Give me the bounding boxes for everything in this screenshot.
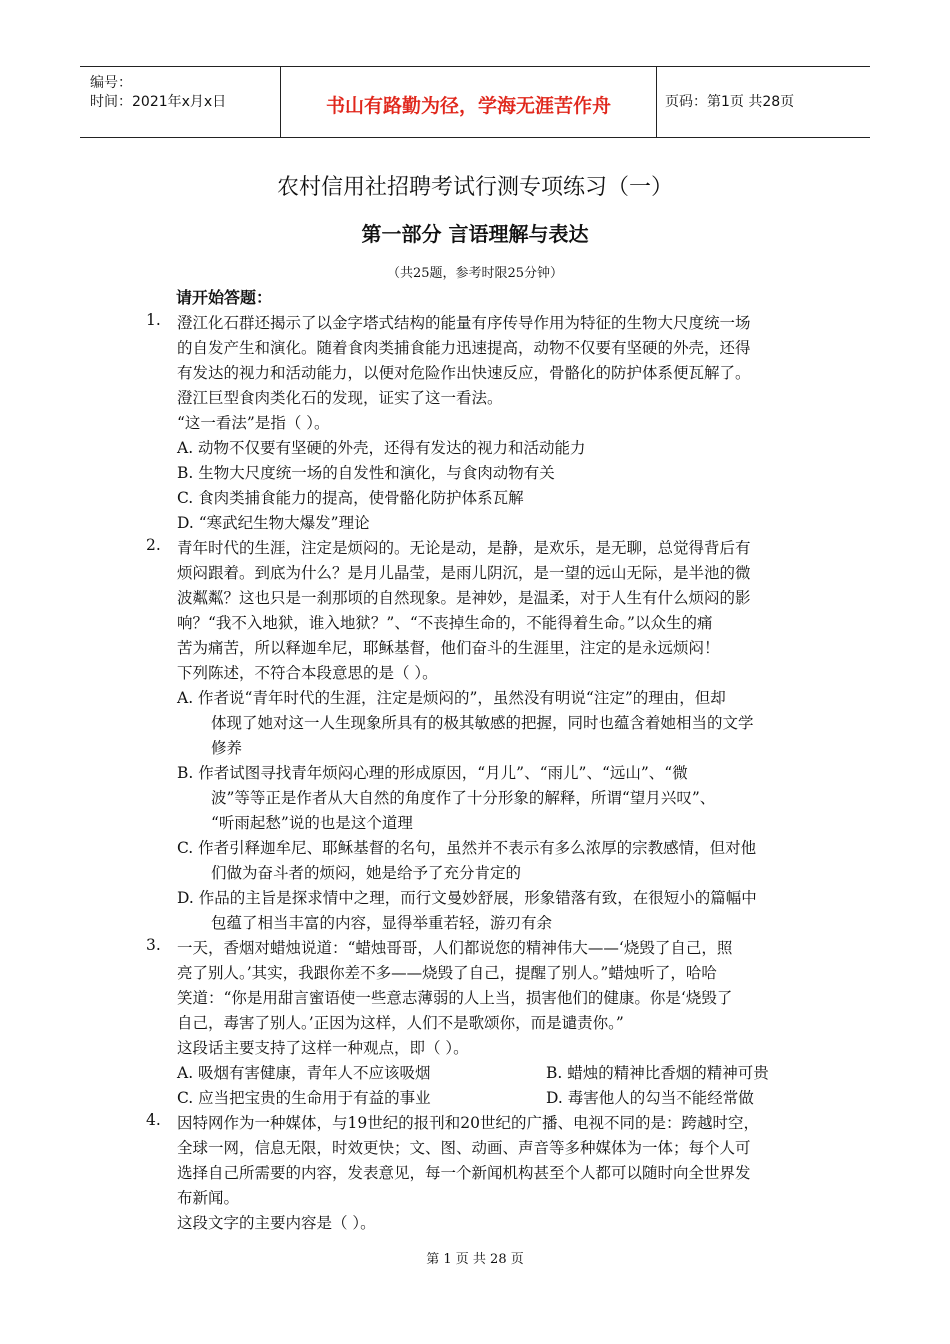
option-a: A. 动物不仅要有坚硬的外壳，还得有发达的视力和活动能力 — [177, 439, 586, 457]
question-number: 1. — [146, 311, 161, 329]
question-stem-line: 澄江巨型食肉类化石的发现，证实了这一看法。 — [177, 389, 503, 407]
question-number: 4. — [146, 1111, 161, 1129]
question-stem-line: 亮了别人。’其实，我跟你差不多——烧毁了自己，提醒了别人。”蜡烛听了，哈哈 — [177, 964, 717, 982]
option-c: C. 应当把宝贵的生命用于有益的事业 — [177, 1089, 431, 1107]
question-stem-line: 响？“我不入地狱，谁入地狱？”、“不丧掉生命的，不能得着生命。”以众生的痛 — [177, 614, 713, 632]
option-a: A. 作者说“青年时代的生涯，注定是烦闷的”，虽然没有明说“注定”的理由，但却 — [177, 689, 726, 707]
time-label: 时间：2021年x月x日 — [90, 94, 227, 110]
question-stem-line: 烦闷跟着。到底为什么？是月儿晶莹，是雨儿阴沉，是一望的远山无际，是半池的微 — [177, 564, 751, 582]
question-number: 2. — [146, 536, 161, 554]
option-c-cont: 们做为奋斗者的烦闷，她是给予了充分肯定的 — [211, 864, 522, 882]
question-prompt: 这段文字的主要内容是（ ）。 — [177, 1214, 376, 1232]
question-prompt: 下列陈述，不符合本段意思的是（ ）。 — [177, 664, 438, 682]
option-b-cont: “听雨起愁”说的也是这个道理 — [211, 814, 413, 832]
question-stem-line: 青年时代的生涯，注定是烦闷的。无论是动，是静，是欢乐，是无聊，总觉得背后有 — [177, 539, 751, 557]
question-prompt: “这一看法”是指（ ）。 — [177, 414, 330, 432]
document-title: 农村信用社招聘考试行测专项练习（一） — [276, 175, 673, 200]
question-stem-line: 布新闻。 — [177, 1189, 240, 1207]
option-c: C. 食肉类捕食能力的提高，使骨骼化防护体系瓦解 — [177, 489, 524, 507]
option-a-cont: 体现了她对这一人生现象所具有的极其敏感的把握，同时也蕴含着她相当的文学 — [211, 714, 754, 732]
question-stem-line: 有发达的视力和活动能力，以便对危险作出快速反应，骨骼化的防护体系便瓦解了。 — [177, 364, 751, 382]
option-b-cont: 波”等等正是作者从大自然的角度作了十分形象的解释，所谓“望月兴叹”、 — [211, 789, 716, 807]
question-stem-line: 自己，毒害了别人。’正因为这样，人们不是歌颂你，而是谴责你。” — [177, 1014, 624, 1032]
start-label: 请开始答题： — [176, 288, 273, 307]
question-stem-line: 波粼粼？这也只是一刹那顷的自然现象。是神妙，是温柔，对于人生有什么烦闷的影 — [177, 589, 751, 607]
question-stem-line: 澄江化石群还揭示了以金字塔式结构的能量有序传导作用为特征的生物大尺度统一场 — [177, 314, 751, 332]
page-info: 页码：第1页 共28页 — [665, 94, 795, 110]
question-stem-line: 笑道：“你是用甜言蜜语使一些意志薄弱的人上当，损害他们的健康。你是‘烧毁了 — [177, 989, 733, 1007]
option-a: A. 吸烟有害健康，青年人不应该吸烟 — [177, 1064, 431, 1082]
motto: 书山有路勤为径，学海无涯苦作舟 — [325, 95, 611, 117]
option-c: C. 作者引释迦牟尼、耶稣基督的名句，虽然并不表示有多么浓厚的宗教感情，但对他 — [177, 839, 757, 857]
question-stem-line: 一天，香烟对蜡烛说道：“蜡烛哥哥，人们都说您的精神伟大——‘烧毁了自己，照 — [177, 939, 733, 957]
serial-label: 编号： — [90, 75, 132, 91]
option-d: D. 毒害他人的勾当不能经常做 — [546, 1089, 754, 1107]
question-prompt: 这段话主要支持了这样一种观点，即（ ）。 — [177, 1039, 469, 1057]
question-stem-line: 选择自己所需要的内容，发表意见，每一个新闻机构甚至个人都可以随时向全世界发 — [177, 1164, 751, 1182]
option-d: D. 作品的主旨是探求情中之理，而行文曼妙舒展，形象错落有致，在很短小的篇幅中 — [177, 889, 757, 907]
option-b: B. 作者试图寻找青年烦闷心理的形成原因，“月儿”、“雨儿”、“远山”、“微 — [177, 764, 688, 782]
page-footer: 第 1 页 共 28 页 — [426, 1252, 524, 1267]
question-stem-line: 的自发产生和演化。随着食肉类捕食能力迅速提高，动物不仅要有坚硬的外壳，还得 — [177, 339, 751, 357]
option-a-cont: 修养 — [211, 739, 243, 757]
header-motto-cell — [280, 67, 657, 137]
option-d-cont: 包蕴了相当丰富的内容，显得举重若轻，游刃有余 — [211, 914, 553, 932]
page-header — [80, 66, 870, 138]
question-number: 3. — [146, 936, 161, 954]
question-stem-line: 因特网作为一种媒体，与19世纪的报刊和20世纪的广播、电视不同的是：跨越时空， — [177, 1114, 759, 1132]
question-stem-line: 全球一网，信息无限，时效更快；文、图、动画、声音等多种媒体为一体；每个人可 — [177, 1139, 751, 1157]
header-meta — [80, 67, 280, 137]
question-stem-line: 苦为痛苦，所以释迦牟尼，耶稣基督，他们奋斗的生涯里，注定的是永远烦闷！ — [177, 639, 720, 657]
option-b: B. 蜡烛的精神比香烟的精神可贵 — [546, 1064, 769, 1082]
option-d: D. “寒武纪生物大爆发”理论 — [177, 514, 370, 532]
option-b: B. 生物大尺度统一场的自发性和演化，与食肉动物有关 — [177, 464, 555, 482]
section-heading: 第一部分 言语理解与表达 — [361, 222, 589, 246]
section-subtitle: （共25题，参考时限25分钟） — [386, 266, 564, 281]
